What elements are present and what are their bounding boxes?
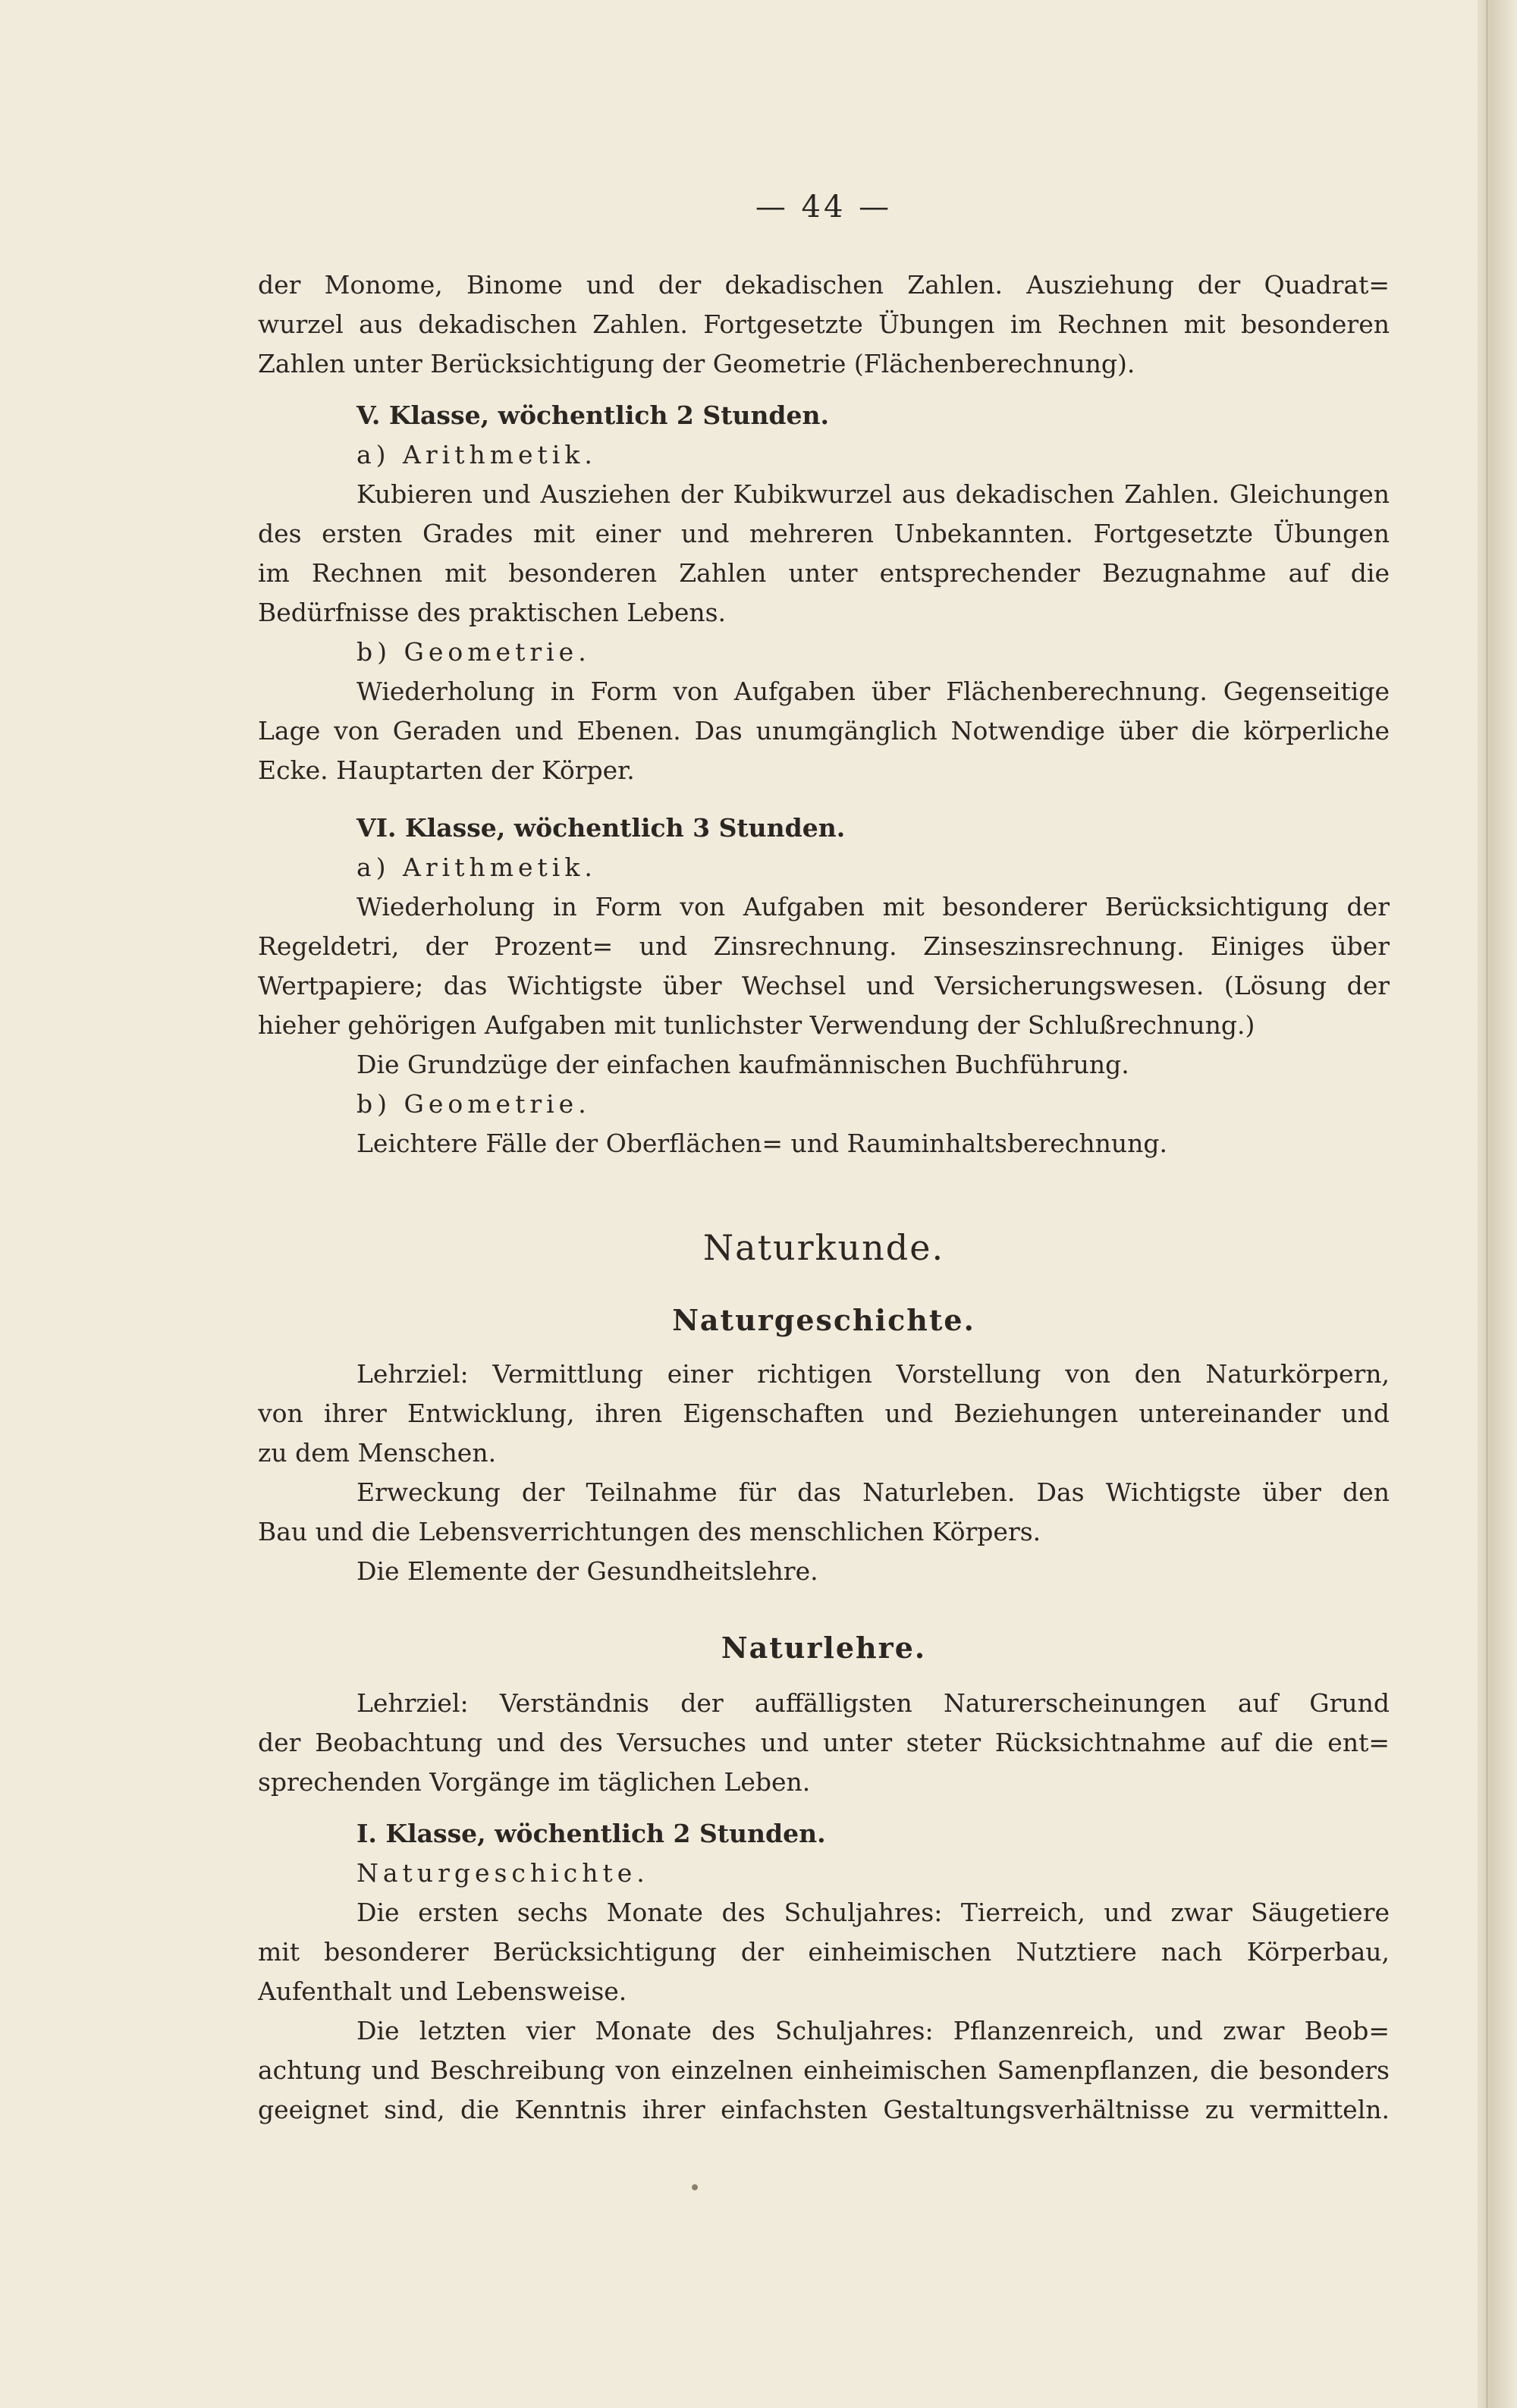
subject-label: Naturgeschichte. [356, 1858, 649, 1888]
text-line: Regeldetri, der Prozent= und Zinsrechnung. Zinseszinsrechnung. Einiges über [258, 931, 1390, 961]
page-edge-line [1486, 0, 1488, 2408]
text-line: Die Elemente der Gesundheitslehre. [356, 1556, 818, 1586]
text-line: Lage von Geraden und Ebenen. Das unumgänglich Notwendige über die körperliche [258, 716, 1390, 746]
text-line: Die Grundzüge der einfachen kaufmännischen Buchführung. [356, 1050, 1129, 1079]
text-line: zu dem Menschen. [258, 1438, 497, 1468]
text-line: geeignet sind, die Kenntnis ihrer einfachsten Gestaltungsverhältnisse zu vermitteln. [258, 2095, 1390, 2124]
text-line: Bau und die Lebensverrichtungen des menschlichen Körpers. [258, 1517, 1041, 1546]
text-line: achtung und Beschreibung von einzelnen einheimischen Samenpflanzen, die besonders [258, 2055, 1390, 2085]
text-line: der Beobachtung und des Versuches und unter steter Rücksichtnahme auf die ent= [258, 1728, 1390, 1757]
naturgeschichte-lehrziel [258, 1355, 1390, 1591]
text-line: wurzel aus dekadischen Zahlen. Fortgesetzte Übungen im Rechnen mit besonderen [258, 309, 1390, 339]
klasse-heading: VI. Klasse, wöchentlich 3 Stunden. [356, 813, 846, 843]
text-line: Zahlen unter Berücksichtigung der Geometrie (Flächenberechnung). [258, 349, 1135, 378]
text-line: Wertpapiere; das Wichtigste über Wechsel und Versicherungswesen. (Lösung der [258, 971, 1390, 1000]
text-line: der Monome, Binome und der dekadischen Zahlen. Ausziehung der Quadrat= [258, 270, 1390, 300]
subject-label: a) Arithmetik. [356, 440, 597, 469]
subject-label: b) Geometrie. [356, 637, 591, 667]
text-line: Erweckung der Teilnahme für das Naturleben. Das Wichtigste über den [356, 1477, 1390, 1507]
text-line: Aufenthalt und Lebensweise. [258, 1976, 627, 2006]
subject-label: b) Geometrie. [356, 1089, 591, 1119]
section-title-naturkunde: Naturkunde. [702, 1227, 945, 1268]
text-line: Die letzten vier Monate des Schuljahres: Pflanzenreich, und zwar Beob= [356, 2016, 1390, 2045]
subject-label: a) Arithmetik. [356, 852, 597, 882]
text-line: des ersten Grades mit einer und mehreren Unbekannten. Fortgesetzte Übungen [258, 519, 1390, 548]
section-klasse-1 [258, 1814, 1390, 2130]
page-speck [692, 2184, 698, 2190]
section-title-naturlehre: Naturlehre. [721, 1631, 927, 1665]
text-line: Lehrziel: Verständnis der auffälligsten Naturerscheinungen auf Grund [356, 1688, 1390, 1718]
text-line: im Rechnen mit besonderen Zahlen unter entsprechender Bezugnahme auf die [258, 558, 1390, 588]
text-line: von ihrer Entwicklung, ihren Eigenschaften und Beziehungen untereinander und [258, 1399, 1390, 1428]
text-line: Leichtere Fälle der Oberflächen= und Rauminhaltsberechnung. [356, 1129, 1168, 1158]
naturlehre-lehrziel [258, 1684, 1390, 1802]
text-line: mit besonderer Berücksichtigung der einheimischen Nutztiere nach Körperbau, [258, 1937, 1390, 1967]
text-line: Bedürfnisse des praktischen Lebens. [258, 598, 727, 627]
text-line: Ecke. Hauptarten der Körper. [258, 755, 635, 785]
section-title-naturgeschichte: Naturgeschichte. [672, 1303, 975, 1337]
text-line: Kubieren und Ausziehen der Kubikwurzel aus dekadischen Zahlen. Gleichungen [356, 479, 1390, 509]
page-edge-shadow [1478, 0, 1517, 2408]
text-line: sprechenden Vorgänge im täglichen Leben. [258, 1767, 811, 1797]
page-number: — 44 — [755, 190, 893, 224]
text-line: Wiederholung in Form von Aufgaben über Flächenberechnung. Gegenseitige [356, 677, 1390, 706]
text-line: Die ersten sechs Monate des Schuljahres: Tierreich, und zwar Säugetiere [356, 1898, 1390, 1927]
section-klasse-5 [258, 396, 1390, 790]
klasse-heading: I. Klasse, wöchentlich 2 Stunden. [356, 1819, 826, 1848]
text-line: Lehrziel: Vermittlung einer richtigen Vorstellung von den Naturkörpern, [356, 1359, 1390, 1389]
text-line: Wiederholung in Form von Aufgaben mit besonderer Berücksichtigung der [356, 892, 1390, 921]
text-line: hieher gehörigen Aufgaben mit tunlichster Verwendung der Schlußrechnung.) [258, 1010, 1255, 1040]
section-klasse-6 [258, 808, 1390, 1163]
klasse-heading: V. Klasse, wöchentlich 2 Stunden. [356, 400, 829, 430]
intro-paragraph [258, 265, 1390, 384]
